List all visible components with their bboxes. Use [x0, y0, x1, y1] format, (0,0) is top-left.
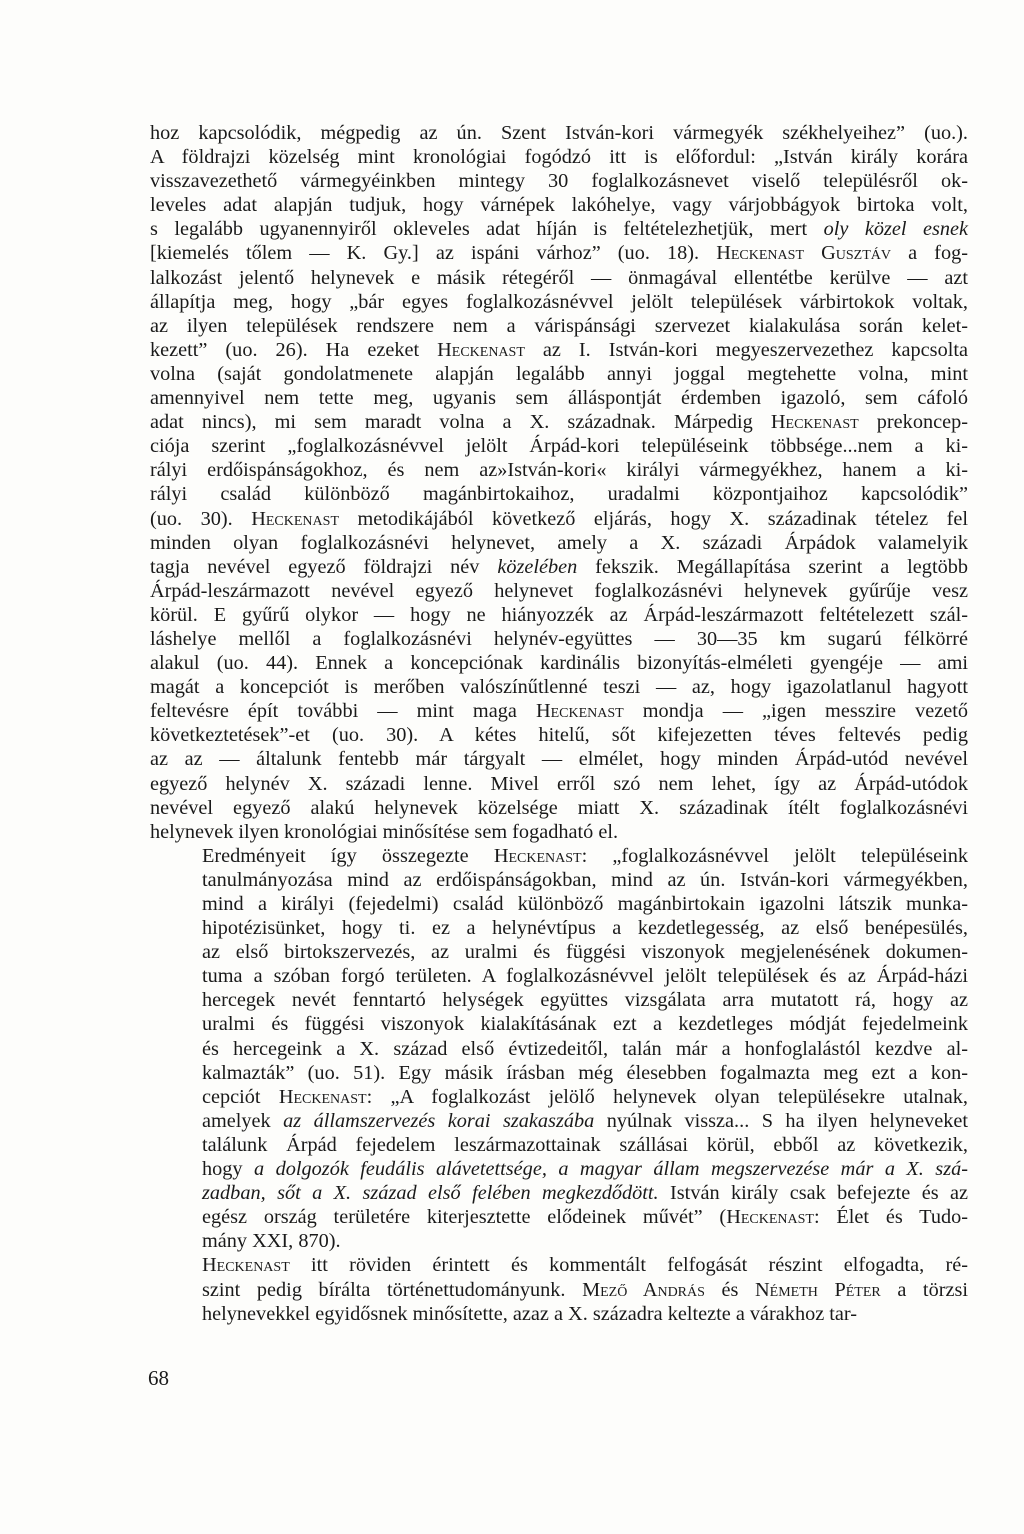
text-run: Árpád-leszármazott nevével egyező helynevet foglalkozásnévi helynevek gyűrűje vesz [150, 579, 968, 602]
text-line [150, 723, 968, 747]
author-name: Heckenast [726, 1206, 814, 1229]
text-line [150, 747, 968, 771]
page-number: 68 [148, 1366, 169, 1390]
text-line [150, 916, 968, 940]
author-name: Heckenast [535, 700, 624, 723]
text-run: : Élet és Tudo- [813, 1206, 969, 1229]
text-line [150, 482, 968, 506]
italic-text: az államszervezés korai szakaszába [283, 1109, 595, 1132]
text-run: hogy [202, 1158, 255, 1181]
text-line [150, 121, 968, 145]
text-run: : „foglalkozásnévvel jelölt településeink [581, 844, 969, 867]
italic-text: közelében [497, 555, 578, 578]
author-name: Heckenast [770, 411, 859, 434]
text-run: nyúlnak vissza... S ha ilyen helyneveket [594, 1109, 968, 1132]
text-line [150, 1133, 968, 1157]
text-line [150, 1037, 968, 1061]
text-run: és [704, 1278, 756, 1301]
text-run: leveles adat alapján tudjuk, hogy várnépek lakóhelye, vagy várjobbágyok birtoka volt, [150, 194, 968, 217]
text-run: tagja nevével egyező földrajzi név [150, 555, 498, 578]
text-line [150, 386, 968, 410]
body-text [150, 121, 968, 1326]
text-run: adat nincs), mi sem maradt volna a X. századnak. Márpedig [150, 411, 771, 434]
text-line [150, 1109, 968, 1133]
text-run: nevével egyező alakú helynevek közelsége miatt X. századinak ítélt foglalkozásnévi [150, 796, 968, 819]
text-line [150, 507, 968, 531]
text-line [150, 362, 968, 386]
italic-text: a dolgozók feudális alávetettsége, a magyar állam megszervezése már a X. szá- [254, 1158, 968, 1181]
text-run: A földrajzi közelség mint kronológiai fogódzó itt is előfordul: „István király korára [150, 146, 968, 169]
text-line [150, 145, 968, 169]
text-run: a törzsi [880, 1278, 968, 1301]
author-name: Mező András [582, 1278, 705, 1301]
text-line [150, 603, 968, 627]
text-run: alakul (uo. 44). Ennek a koncepciónak kardinális bizonyítás-elméleti gyengéje — ami [150, 652, 968, 675]
text-line [150, 988, 968, 1012]
text-run: feltevésre épít további — mint maga [150, 700, 536, 723]
text-line [150, 266, 968, 290]
author-name: Heckenast Gusztáv [716, 242, 891, 265]
text-line [150, 314, 968, 338]
italic-text: oly közel esnek [823, 218, 968, 241]
text-line [150, 1253, 968, 1277]
text-run: rályi család különböző magánbirtokaihoz, uradalmi központjaihoz kapcsolódik” [150, 483, 968, 506]
text-line [150, 940, 968, 964]
text-line [150, 699, 968, 723]
text-run: metodikájából következő eljárás, hogy X. századinak tételez fel [339, 507, 968, 530]
text-run: és hercegeink a X. század első évtizedeitől, talán már a honfoglalástól kezdve al- [202, 1037, 968, 1060]
text-line [150, 772, 968, 796]
text-run: az első birtokszervezés, az uralmi és függési viszonyok megjelenésének dokumen- [202, 941, 968, 964]
text-line [150, 338, 968, 362]
text-line [150, 555, 968, 579]
paragraph [150, 844, 968, 1254]
text-run: találunk Árpád fejedelem leszármazottainak szállásai körül, ebből az következik, [202, 1133, 968, 1156]
text-run: Eredményeit így összegezte [202, 844, 494, 867]
text-run: helynevekkel egyidősnek minősítette, azaz a X. századra keltezte a várakhoz tar- [202, 1302, 858, 1325]
paragraph [150, 1253, 968, 1325]
text-line [150, 796, 968, 820]
text-run: hercegek nevét fenntartó helységek együttes vizsgálata arra mutatott rá, hogy az [202, 989, 968, 1012]
text-run: volna (saját gondolatmenete alapján legalább annyi joggal megtehette volna, mint [150, 362, 968, 385]
text-run: következtetések”-et (uo. 30). A kétes hitelű, sőt kifejezetten téves feltevés pedig [150, 724, 968, 747]
text-line [150, 1302, 968, 1326]
text-run: kezett” (uo. 26). Ha ezeket [150, 338, 438, 361]
text-run: amennyivel nem tette meg, ugyanis sem álláspontját érdemben igazoló, sem cáfoló [150, 387, 968, 410]
text-line [150, 290, 968, 314]
text-line [150, 1278, 968, 1302]
text-run: hoz kapcsolódik, mégpedig az ún. Szent István-kori vármegyék székhelyeihez” (uo.). [150, 122, 968, 144]
text-line [150, 627, 968, 651]
text-run: mány XXI, 870). [202, 1230, 341, 1253]
text-run: István király csak befejezte és az [658, 1182, 969, 1205]
text-run: itt röviden érintett és kommentált felfogását részint elfogadta, ré- [289, 1254, 968, 1277]
text-line [150, 1012, 968, 1036]
text-run: minden olyan foglalkozásnévi helynevet, amely a X. századi Árpádok valamelyik [150, 531, 968, 554]
text-run: cepciót [202, 1085, 279, 1108]
text-run: mondja — „igen messzire vezető [623, 700, 969, 723]
text-run: az az — általunk fentebb már tárgyalt — elmélet, hogy minden Árpád-utód nevével [150, 748, 968, 771]
text-run: lalkozást jelentő helynevek e másik rétegéről — önmagával ellentétbe kerülve — azt [150, 266, 968, 289]
text-run: uralmi és függési viszonyok kialakításának ezt a kezdetleges módját fejedelmeink [202, 1013, 968, 1036]
text-run: prekoncep- [858, 411, 968, 434]
paragraph [150, 121, 968, 844]
text-run: körül. E gyűrű olykor — hogy ne hiányozzék az Árpád-leszármazott feltételezett szál- [150, 603, 968, 626]
text-run: az ilyen települések rendszere nem a várispánsági szervezet kialakulása során kelet- [150, 314, 968, 337]
text-line [150, 193, 968, 217]
text-run: a fog- [890, 242, 968, 265]
text-run: [kiemelés tőlem — K. Gy.] az ispáni várhoz” (uo. 18). [150, 242, 717, 265]
text-line [150, 1157, 968, 1181]
text-run: az I. István-kori megyeszervezethez kapcsolta [524, 338, 968, 361]
text-run: tanulmányozása mind az erdőispánságokban, mind az ún. István-kori vármegyékben, [202, 868, 968, 891]
author-name: Heckenast [278, 1085, 367, 1108]
text-run: egyező helynév X. századi lenne. Mivel erről szó nem lehet, így az Árpád-utódok [150, 772, 968, 795]
text-line [150, 1085, 968, 1109]
text-run: magát a koncepciót is merőben valószínűtlenné teszi — az, hogy igazolatlanul hagyott [150, 676, 968, 699]
author-name: Heckenast [202, 1254, 290, 1277]
author-name: Heckenast [493, 844, 582, 867]
text-run: fekszik. Megállapítása szerint a legtöbb [577, 555, 968, 578]
text-line [150, 844, 968, 868]
author-name: Heckenast [437, 338, 525, 361]
text-run: s legalább ugyanennyiről okleveles adat híján is feltételezhetjük, mert [150, 218, 824, 241]
text-run: hipotézisünket, hogy ti. ez a helynévtípus a kezdetlegesség, az első benépesülés, [202, 917, 968, 940]
text-line [150, 241, 968, 265]
text-line [150, 820, 968, 844]
text-run: tuma a szóban forgó területen. A foglalkozásnévvel jelölt települések és az Árpád-házi [202, 965, 968, 988]
text-run: szint pedig bírálta történettudományunk. [202, 1278, 583, 1301]
text-line [150, 434, 968, 458]
text-run: : „A foglalkozást jelölő helynevek olyan településekre utalnak, [366, 1085, 968, 1108]
text-run: visszavezethető vármegyéinkben mintegy 30 foglalkozásnevet viselő településről ok- [150, 170, 968, 193]
text-line [150, 1061, 968, 1085]
text-line [150, 579, 968, 603]
text-line [150, 651, 968, 675]
author-name: Heckenast [251, 507, 339, 530]
text-run: kalmazták” (uo. 51). Egy másik írásban még élesebben fogalmazta meg ezt a kon- [202, 1061, 968, 1084]
text-line [150, 458, 968, 482]
text-run: rályi erdőispánságokhoz, és nem az»István-kori« királyi vármegyékhez, hanem a ki- [150, 459, 968, 482]
text-line [150, 675, 968, 699]
text-line [150, 169, 968, 193]
text-line [150, 1181, 968, 1205]
text-run: amelyek [202, 1109, 284, 1132]
text-line [150, 531, 968, 555]
text-run: mind a királyi (fejedelmi) család különböző magánbirtokain igazolni látszik munka- [202, 893, 968, 915]
text-line [150, 868, 968, 892]
text-run: láshelye mellől a foglalkozásnévi helynév-együttes — 30—35 km sugarú félkörré [150, 627, 968, 650]
text-run: helynevek ilyen kronológiai minősítése sem fogadható el. [150, 820, 619, 843]
text-line [150, 410, 968, 434]
text-run: állapítja meg, hogy „bár egyes foglalkozásnévvel jelölt települések várbirtokok voltak, [150, 290, 968, 313]
text-line [150, 964, 968, 988]
text-line [150, 892, 968, 916]
author-name: Németh Péter [755, 1278, 881, 1301]
text-run: (uo. 30). [150, 507, 252, 530]
text-run: egész ország területére kiterjesztette elődeinek művét” ( [202, 1206, 727, 1229]
text-line [150, 217, 968, 241]
text-run: ciója szerint „foglalkozásnévvel jelölt Árpád-kori településeink többsége...nem a ki- [150, 435, 968, 458]
text-line [150, 1205, 968, 1229]
italic-text: zadban, sőt a X. század első felében megkezdődött. [202, 1182, 659, 1205]
text-line [150, 1229, 968, 1253]
